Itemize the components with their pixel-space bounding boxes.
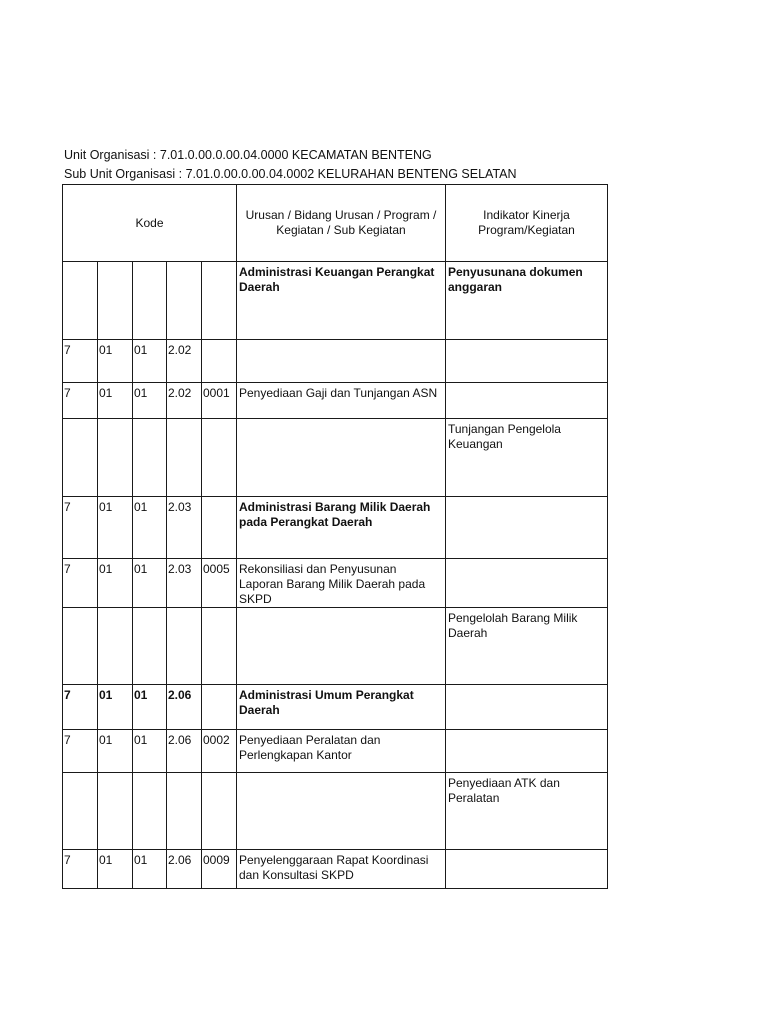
table-row (63, 850, 608, 889)
kode-program-cell: 2.06 (167, 850, 202, 889)
kode-unit-cell: 01 (133, 730, 167, 773)
kode-bidang-cell: 01 (98, 497, 133, 559)
urusan-cell: Administrasi Barang Milik Daerah pada Perangkat Daerah (237, 497, 446, 559)
table-row (63, 559, 608, 608)
urusan-cell: Penyediaan Gaji dan Tunjangan ASN (237, 383, 446, 419)
kode-subkegiatan-cell: 0009 (202, 850, 237, 889)
kode-unit-cell: 01 (133, 383, 167, 419)
kode-bidang-cell: 01 (98, 340, 133, 383)
kode-bidang-cell (98, 262, 133, 340)
indikator-cell (446, 497, 608, 559)
kode-bidang-cell: 01 (98, 559, 133, 608)
table-row (63, 419, 608, 497)
kode-program-cell: 2.03 (167, 559, 202, 608)
kode-subkegiatan-cell: 0005 (202, 559, 237, 608)
kode-program-cell: 2.03 (167, 497, 202, 559)
kode-urusan-cell (63, 608, 98, 685)
kode-urusan-cell (63, 773, 98, 850)
indikator-cell: Penyediaan ATK dan Peralatan (446, 773, 608, 850)
kode-bidang-cell: 01 (98, 850, 133, 889)
table-row (63, 340, 608, 383)
table-row (63, 685, 608, 730)
kode-urusan-cell: 7 (63, 383, 98, 419)
urusan-cell: Administrasi Keuangan Perangkat Daerah (237, 262, 446, 340)
kode-unit-cell: 01 (133, 559, 167, 608)
kode-unit-cell: 01 (133, 850, 167, 889)
unit-organisasi-label: Unit Organisasi : 7.01.0.00.0.00.04.0000 KECAMATAN BENTENG (64, 148, 432, 162)
kode-bidang-cell (98, 419, 133, 497)
kode-unit-cell (133, 419, 167, 497)
urusan-cell: Administrasi Umum Perangkat Daerah (237, 685, 446, 730)
kode-bidang-cell: 01 (98, 730, 133, 773)
kode-subkegiatan-cell (202, 340, 237, 383)
kode-unit-cell: 01 (133, 497, 167, 559)
indikator-cell: Pengelolah Barang Milik Daerah (446, 608, 608, 685)
table-row (63, 262, 608, 340)
kode-unit-cell (133, 773, 167, 850)
indikator-cell (446, 730, 608, 773)
kode-program-cell: 2.02 (167, 340, 202, 383)
table-header-row (63, 185, 608, 262)
kode-program-cell (167, 262, 202, 340)
sub-unit-organisasi-label: Sub Unit Organisasi : 7.01.0.00.0.00.04.0002 KELURAHAN BENTENG SELATAN (64, 167, 517, 181)
table-row (63, 383, 608, 419)
kode-program-cell: 2.02 (167, 383, 202, 419)
kode-bidang-cell (98, 773, 133, 850)
kode-program-cell: 2.06 (167, 685, 202, 730)
kode-unit-cell (133, 262, 167, 340)
kode-unit-cell: 01 (133, 685, 167, 730)
indikator-cell: Penyusunana dokumen anggaran (446, 262, 608, 340)
urusan-cell: Rekonsiliasi dan Penyusunan Laporan Barang Milik Daerah pada SKPD (237, 559, 446, 608)
kode-program-cell: 2.06 (167, 730, 202, 773)
kode-subkegiatan-cell (202, 773, 237, 850)
kode-subkegiatan-cell: 0001 (202, 383, 237, 419)
kode-urusan-cell (63, 262, 98, 340)
kode-bidang-cell: 01 (98, 383, 133, 419)
indikator-cell (446, 850, 608, 889)
kode-subkegiatan-cell (202, 497, 237, 559)
kode-program-cell (167, 773, 202, 850)
indikator-cell (446, 685, 608, 730)
indikator-cell (446, 559, 608, 608)
kode-bidang-cell: 01 (98, 685, 133, 730)
urusan-cell: Penyediaan Peralatan dan Perlengkapan Kantor (237, 730, 446, 773)
kode-urusan-cell: 7 (63, 497, 98, 559)
kode-unit-cell: 01 (133, 340, 167, 383)
urusan-cell: Penyelenggaraan Rapat Koordinasi dan Konsultasi SKPD (237, 850, 446, 889)
urusan-cell (237, 340, 446, 383)
kode-subkegiatan-cell: 0002 (202, 730, 237, 773)
kode-subkegiatan-cell (202, 608, 237, 685)
table-row (63, 497, 608, 559)
indikator-cell: Tunjangan Pengelola Keuangan (446, 419, 608, 497)
indikator-header: Indikator Kinerja Program/Kegiatan (446, 185, 608, 262)
kode-program-cell (167, 608, 202, 685)
kode-header: Kode (63, 185, 237, 262)
kode-urusan-cell: 7 (63, 685, 98, 730)
program-table (62, 184, 608, 889)
urusan-cell (237, 608, 446, 685)
kode-urusan-cell: 7 (63, 730, 98, 773)
kode-bidang-cell (98, 608, 133, 685)
table-row (63, 608, 608, 685)
urusan-cell (237, 773, 446, 850)
kode-urusan-cell: 7 (63, 559, 98, 608)
table-row (63, 730, 608, 773)
kode-urusan-cell: 7 (63, 850, 98, 889)
kode-program-cell (167, 419, 202, 497)
urusan-header: Urusan / Bidang Urusan / Program / Kegiatan / Sub Kegiatan (237, 185, 446, 262)
kode-subkegiatan-cell (202, 685, 237, 730)
kode-urusan-cell: 7 (63, 340, 98, 383)
kode-unit-cell (133, 608, 167, 685)
indikator-cell (446, 383, 608, 419)
urusan-cell (237, 419, 446, 497)
table-row (63, 773, 608, 850)
kode-subkegiatan-cell (202, 419, 237, 497)
kode-subkegiatan-cell (202, 262, 237, 340)
indikator-cell (446, 340, 608, 383)
kode-urusan-cell (63, 419, 98, 497)
